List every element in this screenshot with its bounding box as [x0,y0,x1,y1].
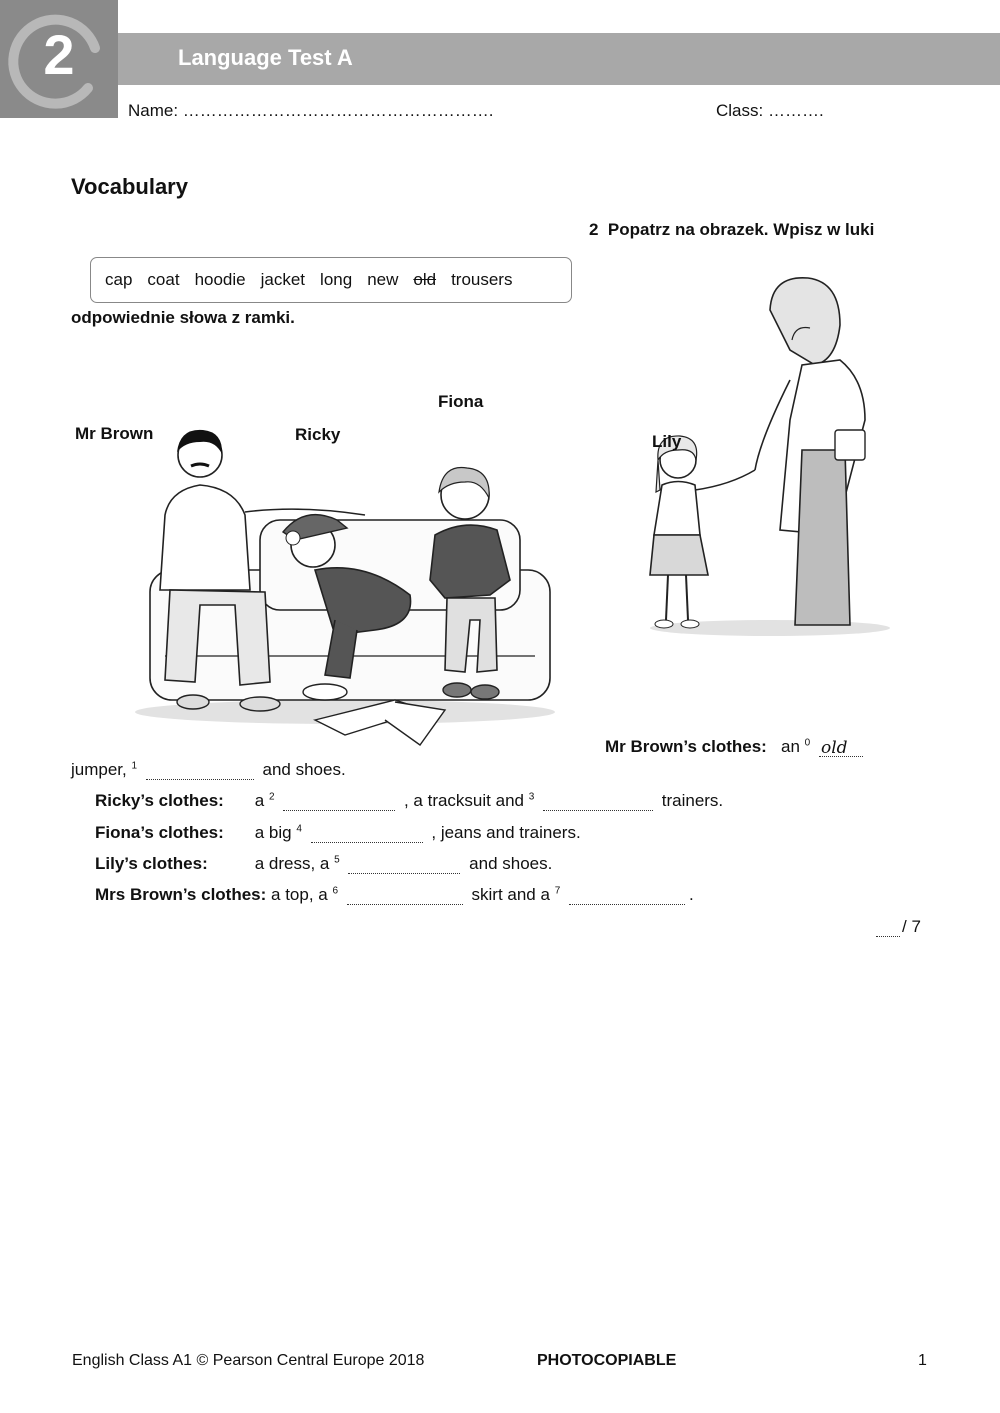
score-input[interactable] [876,918,900,937]
exercise-instruction [589,220,874,240]
label-fiona: Fiona [438,392,484,411]
label-mrs-brown-clothes: Mrs Brown’s clothes: [95,885,267,904]
gap-1-input[interactable] [146,761,254,780]
word-cap: cap [105,270,133,289]
label-lily: Lily [652,432,682,451]
sentence-mr-brown-part1 [605,737,867,757]
score-total: / 7 [902,917,921,936]
label-mr-brown: Mr Brown [75,424,154,443]
text-a-top: a top, a [271,885,328,904]
text-and-shoes-lily: and shoes. [469,854,553,873]
family-sofa-illustration [125,420,565,760]
text-trainers: trainers. [661,791,724,810]
example-answer-gap: old [819,738,863,757]
word-box [90,257,572,303]
label-fiona-clothes: Fiona’s clothes: [95,823,224,842]
sentence-lily [95,854,552,874]
text-skirt: skirt and a [471,885,550,904]
sentence-ricky [95,791,723,811]
gap-4-input[interactable] [311,824,423,843]
sentence-mr-brown-part2 [71,760,346,780]
text-a-big: a big [254,823,292,842]
gap-number-3: 3 [528,791,535,803]
text-tracksuit: , a tracksuit and [403,791,524,810]
text-jeans-trainers: , jeans and trainers. [431,823,581,842]
exercise-number: 2 [589,220,599,239]
word-trousers: trousers [451,270,513,289]
lily-mother-illustration [640,270,900,640]
word-coat: coat [147,270,180,289]
gap-3-input[interactable] [543,792,653,811]
text-and-shoes: and shoes. [262,760,346,779]
gap-number-2: 2 [268,791,275,803]
word-hoodie: hoodie [194,270,246,289]
footer-page-number: 1 [918,1352,927,1369]
instruction-text-1: Popatrz na obrazek. Wpisz w luki [607,220,875,239]
gap-number-0: 0 [804,737,811,749]
instruction-text-2: odpowiednie słowa z ramki. [71,308,295,327]
gap-number-1: 1 [131,760,138,772]
gap-2-input[interactable] [283,792,395,811]
footer-photocopiable: PHOTOCOPIABLE [537,1352,677,1369]
label-ricky: Ricky [295,425,341,444]
gap-7-input[interactable] [569,886,685,905]
page-title: Language Test A [178,45,353,70]
section-title: Vocabulary [71,174,188,199]
name-field[interactable]: Name: ………………………………………………. [128,101,494,120]
sentence-mrs-brown [95,885,694,905]
label-lily-clothes: Lily’s clothes: [95,854,208,873]
gap-5-input[interactable] [348,855,460,874]
footer-copyright: English Class A1 © Pearson Central Europe 2018 [72,1352,425,1369]
gap-number-5: 5 [334,854,340,866]
text-jumper: jumper, [71,760,127,779]
text-period: . [688,885,694,904]
gap-6-input[interactable] [347,886,463,905]
score [876,917,921,937]
word-new: new [367,270,399,289]
gap-number-7: 7 [554,885,561,897]
word-long: long [320,270,353,289]
text-an: an [781,737,800,756]
word-jacket: jacket [260,270,306,289]
sentence-fiona [95,823,581,843]
word-old-crossed: old [413,270,437,289]
text-a: a [254,791,265,810]
label-mr-brown-clothes: Mr Brown’s clothes: [605,737,767,756]
gap-number-6: 6 [332,885,339,897]
unit-number: 2 [43,23,75,86]
label-ricky-clothes: Ricky’s clothes: [95,791,224,810]
class-field[interactable]: Class: ………. [716,101,824,120]
gap-number-4: 4 [296,823,302,835]
text-a-dress: a dress, a [254,854,330,873]
